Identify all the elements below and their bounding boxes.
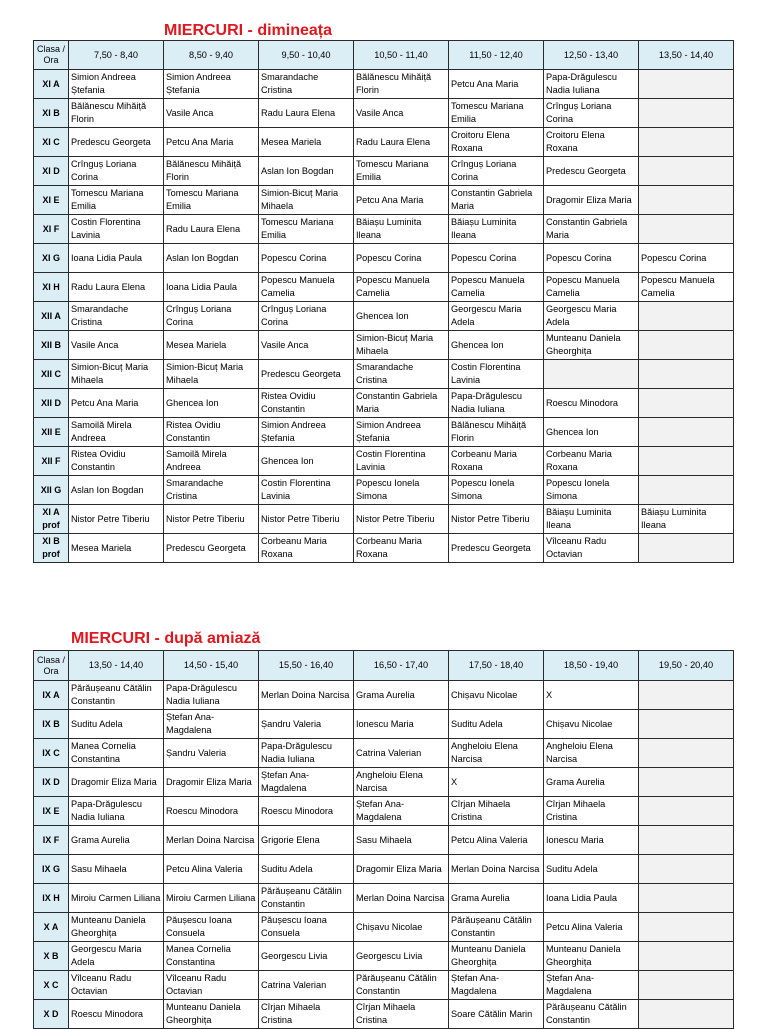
- time-slot-header: 7,50 - 8,40: [69, 41, 164, 70]
- schedule-cell: Vasile Anca: [354, 99, 449, 128]
- time-slot-header: 18,50 - 19,40: [544, 651, 639, 681]
- schedule-cell: Angheloiu Elena Narcisa: [449, 739, 544, 768]
- schedule-cell: Ioana Lidia Paula: [544, 884, 639, 913]
- table-row: [34, 389, 734, 418]
- schedule-cell: Tomescu Mariana Emilia: [69, 186, 164, 215]
- schedule-cell: Vîlceanu Radu Octavian: [544, 534, 639, 563]
- schedule-cell: Georgescu Maria Adela: [449, 302, 544, 331]
- class-label: XI C: [34, 128, 69, 157]
- schedule-cell: Simion Andreea Ștefania: [164, 70, 259, 99]
- table-row: [34, 971, 734, 1000]
- schedule-cell: Papa-Drăgulescu Nadia Iuliana: [259, 739, 354, 768]
- class-label: XII E: [34, 418, 69, 447]
- schedule-cell: Croitoru Elena Roxana: [449, 128, 544, 157]
- schedule-cell: Smarandache Cristina: [259, 70, 354, 99]
- class-label: X A: [34, 913, 69, 942]
- schedule-cell: Vasile Anca: [259, 331, 354, 360]
- schedule-cell: Roescu Minodora: [259, 797, 354, 826]
- schedule-cell: [639, 128, 734, 157]
- class-label: X C: [34, 971, 69, 1000]
- table-row: [34, 186, 734, 215]
- schedule-cell: Ștefan Ana-Magdalena: [544, 971, 639, 1000]
- time-slot-header: 12,50 - 13,40: [544, 41, 639, 70]
- schedule-cell: Vîlceanu Radu Octavian: [69, 971, 164, 1000]
- table-row: [34, 768, 734, 797]
- schedule-cell: Părăușeanu Cătălin Constantin: [449, 913, 544, 942]
- schedule-cell: Simion-Bicuț Maria Mihaela: [69, 360, 164, 389]
- class-label: XI G: [34, 244, 69, 273]
- schedule-cell: Manea Cornelia Constantina: [164, 942, 259, 971]
- schedule-cell: Papa-Drăgulescu Nadia Iuliana: [544, 70, 639, 99]
- schedule-cell: Simion-Bicuț Maria Mihaela: [259, 186, 354, 215]
- schedule-cell: Nistor Petre Tiberiu: [164, 505, 259, 534]
- schedule-cell: Petcu Ana Maria: [354, 186, 449, 215]
- schedule-cell: Popescu Manuela Camelia: [259, 273, 354, 302]
- table-row: [34, 273, 734, 302]
- schedule-cell: Munteanu Daniela Gheorghița: [544, 942, 639, 971]
- table-row: [34, 331, 734, 360]
- schedule-cell: Păușescu Ioana Consuela: [164, 913, 259, 942]
- table-row: [34, 913, 734, 942]
- schedule-cell: Soare Cătălin Marin: [449, 1000, 544, 1029]
- schedule-cell: Ghencea Ion: [544, 418, 639, 447]
- class-label: XI B prof: [34, 534, 69, 563]
- class-label: XII C: [34, 360, 69, 389]
- schedule-cell: Simion Andreea Ștefania: [69, 70, 164, 99]
- schedule-cell: Predescu Georgeta: [449, 534, 544, 563]
- schedule-cell: Popescu Manuela Camelia: [354, 273, 449, 302]
- schedule-cell: Croitoru Elena Roxana: [544, 128, 639, 157]
- schedule-cell: Crînguș Loriana Corina: [164, 302, 259, 331]
- schedule-cell: Miroiu Carmen Liliana: [164, 884, 259, 913]
- schedule-cell: Ștefan Ana-Magdalena: [449, 971, 544, 1000]
- schedule-cell: Tomescu Mariana Emilia: [449, 99, 544, 128]
- schedule-cell: X: [544, 681, 639, 710]
- table-row: [34, 476, 734, 505]
- schedule-cell: Roescu Minodora: [164, 797, 259, 826]
- schedule-cell: [639, 942, 734, 971]
- schedule-cell: [639, 157, 734, 186]
- time-slot-header: 13,50 - 14,40: [639, 41, 734, 70]
- afternoon-schedule-table: [33, 650, 734, 1029]
- schedule-cell: Crînguș Loriana Corina: [544, 99, 639, 128]
- schedule-cell: Aslan Ion Bogdan: [69, 476, 164, 505]
- schedule-cell: Simion-Bicuț Maria Mihaela: [164, 360, 259, 389]
- class-label: IX G: [34, 855, 69, 884]
- schedule-cell: Dragomir Eliza Maria: [69, 768, 164, 797]
- time-slot-header: 19,50 - 20,40: [639, 651, 734, 681]
- schedule-cell: Tomescu Mariana Emilia: [259, 215, 354, 244]
- schedule-cell: Ștefan Ana-Magdalena: [164, 710, 259, 739]
- schedule-cell: Dragomir Eliza Maria: [164, 768, 259, 797]
- schedule-cell: Munteanu Daniela Gheorghița: [164, 1000, 259, 1029]
- schedule-cell: Costin Florentina Lavinia: [354, 447, 449, 476]
- time-slot-header: 14,50 - 15,40: [164, 651, 259, 681]
- schedule-cell: Tomescu Mariana Emilia: [164, 186, 259, 215]
- schedule-cell: Ristea Ovidiu Constantin: [69, 447, 164, 476]
- schedule-cell: Costin Florentina Lavinia: [69, 215, 164, 244]
- schedule-cell: Costin Florentina Lavinia: [449, 360, 544, 389]
- class-label: XII F: [34, 447, 69, 476]
- schedule-cell: Mesea Mariela: [164, 331, 259, 360]
- schedule-cell: Roescu Minodora: [69, 1000, 164, 1029]
- schedule-cell: Grama Aurelia: [544, 768, 639, 797]
- schedule-cell: Petcu Alina Valeria: [164, 855, 259, 884]
- schedule-cell: Petcu Alina Valeria: [544, 913, 639, 942]
- schedule-cell: Băiașu Luminita Ileana: [544, 505, 639, 534]
- schedule-cell: [639, 70, 734, 99]
- schedule-cell: Sasu Mihaela: [354, 826, 449, 855]
- class-label: X D: [34, 1000, 69, 1029]
- table-row: [34, 855, 734, 884]
- class-label: XII B: [34, 331, 69, 360]
- schedule-cell: Predescu Georgeta: [164, 534, 259, 563]
- schedule-cell: Păușescu Ioana Consuela: [259, 913, 354, 942]
- schedule-cell: Smarandache Cristina: [164, 476, 259, 505]
- schedule-cell: [639, 884, 734, 913]
- corner-header: Clasa / Ora: [34, 651, 69, 681]
- schedule-cell: Radu Laura Elena: [69, 273, 164, 302]
- schedule-cell: Nistor Petre Tiberiu: [354, 505, 449, 534]
- schedule-cell: Băiașu Luminita Ileana: [354, 215, 449, 244]
- schedule-cell: Munteanu Daniela Gheorghița: [544, 331, 639, 360]
- schedule-cell: Predescu Georgeta: [544, 157, 639, 186]
- schedule-cell: X: [449, 768, 544, 797]
- schedule-cell: Georgescu Livia: [354, 942, 449, 971]
- schedule-cell: [639, 913, 734, 942]
- schedule-cell: Popescu Manuela Camelia: [544, 273, 639, 302]
- schedule-cell: Ionescu Maria: [544, 826, 639, 855]
- table-row: [34, 360, 734, 389]
- table-row: [34, 157, 734, 186]
- schedule-cell: Predescu Georgeta: [69, 128, 164, 157]
- schedule-cell: Vasile Anca: [69, 331, 164, 360]
- schedule-cell: Georgescu Maria Adela: [544, 302, 639, 331]
- schedule-cell: Catrina Valerian: [354, 739, 449, 768]
- table-row: [34, 99, 734, 128]
- schedule-cell: Chișavu Nicolae: [449, 681, 544, 710]
- table-row: [34, 505, 734, 534]
- schedule-cell: Popescu Corina: [639, 244, 734, 273]
- schedule-cell: [639, 186, 734, 215]
- time-slot-header: 16,50 - 17,40: [354, 651, 449, 681]
- schedule-cell: Chișavu Nicolae: [354, 913, 449, 942]
- schedule-cell: Popescu Corina: [544, 244, 639, 273]
- table-row: [34, 244, 734, 273]
- schedule-cell: Ghencea Ion: [259, 447, 354, 476]
- schedule-cell: Nistor Petre Tiberiu: [259, 505, 354, 534]
- schedule-cell: Papa-Drăgulescu Nadia Iuliana: [449, 389, 544, 418]
- table-row: [34, 534, 734, 563]
- schedule-cell: Mesea Mariela: [69, 534, 164, 563]
- table-row: [34, 447, 734, 476]
- morning-schedule-table: [33, 40, 734, 563]
- schedule-cell: Costin Florentina Lavinia: [259, 476, 354, 505]
- time-slot-header: 11,50 - 12,40: [449, 41, 544, 70]
- schedule-cell: Corbeanu Maria Roxana: [259, 534, 354, 563]
- time-slot-header: 9,50 - 10,40: [259, 41, 354, 70]
- header-row: [34, 651, 734, 681]
- class-label: IX E: [34, 797, 69, 826]
- schedule-cell: [639, 971, 734, 1000]
- schedule-cell: Părăușeanu Cătălin Constantin: [544, 1000, 639, 1029]
- schedule-cell: [639, 739, 734, 768]
- time-slot-header: 13,50 - 14,40: [69, 651, 164, 681]
- schedule-cell: Crînguș Loriana Corina: [449, 157, 544, 186]
- schedule-cell: Nistor Petre Tiberiu: [69, 505, 164, 534]
- schedule-cell: Radu Laura Elena: [354, 128, 449, 157]
- schedule-cell: Părăușeanu Cătălin Constantin: [354, 971, 449, 1000]
- schedule-cell: Grama Aurelia: [449, 884, 544, 913]
- schedule-cell: [639, 681, 734, 710]
- schedule-cell: Predescu Georgeta: [259, 360, 354, 389]
- schedule-cell: Părăușeanu Cătălin Constantin: [259, 884, 354, 913]
- schedule-cell: [544, 360, 639, 389]
- schedule-cell: Ristea Ovidiu Constantin: [164, 418, 259, 447]
- schedule-cell: Angheloiu Elena Narcisa: [354, 768, 449, 797]
- schedule-cell: Ștefan Ana-Magdalena: [354, 797, 449, 826]
- schedule-cell: Popescu Ionela Simona: [544, 476, 639, 505]
- schedule-cell: Simion Andreea Ștefania: [259, 418, 354, 447]
- schedule-cell: Bălănescu Mihăiță Florin: [354, 70, 449, 99]
- schedule-cell: Roescu Minodora: [544, 389, 639, 418]
- schedule-cell: Părăușeanu Cătălin Constantin: [69, 681, 164, 710]
- schedule-cell: [639, 360, 734, 389]
- schedule-cell: Bălănescu Mihăiță Florin: [69, 99, 164, 128]
- schedule-cell: Băiașu Luminita Ileana: [449, 215, 544, 244]
- schedule-cell: Papa-Drăgulescu Nadia Iuliana: [164, 681, 259, 710]
- class-label: XI F: [34, 215, 69, 244]
- time-slot-header: 17,50 - 18,40: [449, 651, 544, 681]
- schedule-cell: [639, 826, 734, 855]
- schedule-cell: [639, 99, 734, 128]
- schedule-cell: Suditu Adela: [544, 855, 639, 884]
- schedule-cell: Vîlceanu Radu Octavian: [164, 971, 259, 1000]
- schedule-cell: [639, 855, 734, 884]
- schedule-cell: Ghencea Ion: [164, 389, 259, 418]
- schedule-cell: Tomescu Mariana Emilia: [354, 157, 449, 186]
- schedule-cell: Ioana Lidia Paula: [164, 273, 259, 302]
- table-row: [34, 710, 734, 739]
- table-row: [34, 739, 734, 768]
- schedule-cell: Cîrjan Mihaela Cristina: [544, 797, 639, 826]
- time-slot-header: 8,50 - 9,40: [164, 41, 259, 70]
- schedule-cell: Cîrjan Mihaela Cristina: [259, 1000, 354, 1029]
- schedule-cell: [639, 215, 734, 244]
- table-row: [34, 1000, 734, 1029]
- schedule-cell: Suditu Adela: [259, 855, 354, 884]
- schedule-cell: Șandru Valeria: [164, 739, 259, 768]
- schedule-cell: Papa-Drăgulescu Nadia Iuliana: [69, 797, 164, 826]
- schedule-cell: Ionescu Maria: [354, 710, 449, 739]
- header-row: [34, 41, 734, 70]
- schedule-cell: Suditu Adela: [449, 710, 544, 739]
- class-label: XII A: [34, 302, 69, 331]
- schedule-cell: Merlan Doina Narcisa: [164, 826, 259, 855]
- schedule-cell: Ștefan Ana-Magdalena: [259, 768, 354, 797]
- schedule-cell: Smarandache Cristina: [69, 302, 164, 331]
- schedule-cell: Samoilă Mirela Andreea: [69, 418, 164, 447]
- schedule-cell: Ghencea Ion: [354, 302, 449, 331]
- class-label: IX C: [34, 739, 69, 768]
- time-slot-header: 15,50 - 16,40: [259, 651, 354, 681]
- schedule-cell: Merlan Doina Narcisa: [259, 681, 354, 710]
- class-label: IX A: [34, 681, 69, 710]
- schedule-cell: [639, 534, 734, 563]
- table-row: [34, 302, 734, 331]
- schedule-cell: Bălănescu Mihăiță Florin: [449, 418, 544, 447]
- class-label: XII G: [34, 476, 69, 505]
- schedule-cell: Popescu Corina: [449, 244, 544, 273]
- schedule-cell: Mesea Mariela: [259, 128, 354, 157]
- class-label: XI A prof: [34, 505, 69, 534]
- schedule-cell: Crînguș Loriana Corina: [259, 302, 354, 331]
- schedule-cell: Popescu Manuela Camelia: [449, 273, 544, 302]
- schedule-cell: Popescu Ionela Simona: [354, 476, 449, 505]
- schedule-cell: Merlan Doina Narcisa: [354, 884, 449, 913]
- class-label: XII D: [34, 389, 69, 418]
- class-label: X B: [34, 942, 69, 971]
- schedule-cell: Corbeanu Maria Roxana: [544, 447, 639, 476]
- schedule-cell: Radu Laura Elena: [164, 215, 259, 244]
- schedule-cell: Corbeanu Maria Roxana: [354, 534, 449, 563]
- schedule-cell: Radu Laura Elena: [259, 99, 354, 128]
- schedule-cell: [639, 389, 734, 418]
- schedule-cell: Grama Aurelia: [69, 826, 164, 855]
- schedule-cell: Suditu Adela: [69, 710, 164, 739]
- schedule-cell: Miroiu Carmen Liliana: [69, 884, 164, 913]
- schedule-cell: Sasu Mihaela: [69, 855, 164, 884]
- class-label: IX D: [34, 768, 69, 797]
- schedule-cell: Petcu Ana Maria: [449, 70, 544, 99]
- schedule-cell: Simion-Bicuț Maria Mihaela: [354, 331, 449, 360]
- schedule-cell: Cîrjan Mihaela Cristina: [449, 797, 544, 826]
- table-row: [34, 681, 734, 710]
- schedule-cell: Crînguș Loriana Corina: [69, 157, 164, 186]
- schedule-cell: Popescu Corina: [259, 244, 354, 273]
- schedule-cell: Smarandache Cristina: [354, 360, 449, 389]
- schedule-cell: Aslan Ion Bogdan: [164, 244, 259, 273]
- schedule-cell: Ristea Ovidiu Constantin: [259, 389, 354, 418]
- schedule-cell: [639, 1000, 734, 1029]
- schedule-cell: Constantin Gabriela Maria: [449, 186, 544, 215]
- schedule-cell: [639, 476, 734, 505]
- schedule-cell: Georgescu Maria Adela: [69, 942, 164, 971]
- schedule-cell: Chișavu Nicolae: [544, 710, 639, 739]
- schedule-cell: Angheloiu Elena Narcisa: [544, 739, 639, 768]
- table-row: [34, 215, 734, 244]
- class-label: XI E: [34, 186, 69, 215]
- class-label: IX H: [34, 884, 69, 913]
- schedule-cell: Vasile Anca: [164, 99, 259, 128]
- schedule-cell: Munteanu Daniela Gheorghița: [449, 942, 544, 971]
- table-row: [34, 70, 734, 99]
- schedule-cell: Ioana Lidia Paula: [69, 244, 164, 273]
- class-label: XI H: [34, 273, 69, 302]
- schedule-cell: Ghencea Ion: [449, 331, 544, 360]
- schedule-cell: Constantin Gabriela Maria: [544, 215, 639, 244]
- schedule-cell: Băiașu Luminita Ileana: [639, 505, 734, 534]
- schedule-cell: Popescu Corina: [354, 244, 449, 273]
- schedule-cell: Samoilă Mirela Andreea: [164, 447, 259, 476]
- schedule-cell: Catrina Valerian: [259, 971, 354, 1000]
- afternoon-title: MIERCURI - după amiază: [71, 630, 261, 647]
- table-row: [34, 884, 734, 913]
- schedule-cell: [639, 302, 734, 331]
- schedule-cell: Popescu Manuela Camelia: [639, 273, 734, 302]
- schedule-cell: Petcu Alina Valeria: [449, 826, 544, 855]
- schedule-cell: Cîrjan Mihaela Cristina: [354, 1000, 449, 1029]
- schedule-cell: Petcu Ana Maria: [69, 389, 164, 418]
- schedule-cell: Merlan Doina Narcisa: [449, 855, 544, 884]
- schedule-cell: Dragomir Eliza Maria: [354, 855, 449, 884]
- schedule-cell: Grigorie Elena: [259, 826, 354, 855]
- schedule-cell: [639, 797, 734, 826]
- schedule-cell: Manea Cornelia Constantina: [69, 739, 164, 768]
- schedule-cell: Popescu Ionela Simona: [449, 476, 544, 505]
- table-row: [34, 128, 734, 157]
- schedule-cell: Munteanu Daniela Gheorghița: [69, 913, 164, 942]
- schedule-cell: Constantin Gabriela Maria: [354, 389, 449, 418]
- table-row: [34, 418, 734, 447]
- schedule-cell: Grama Aurelia: [354, 681, 449, 710]
- class-label: XI B: [34, 99, 69, 128]
- corner-header: Clasa / Ora: [34, 41, 69, 70]
- class-label: IX B: [34, 710, 69, 739]
- schedule-cell: Petcu Ana Maria: [164, 128, 259, 157]
- schedule-cell: Georgescu Livia: [259, 942, 354, 971]
- schedule-cell: [639, 331, 734, 360]
- schedule-cell: [639, 710, 734, 739]
- schedule-cell: Aslan Ion Bogdan: [259, 157, 354, 186]
- class-label: XI A: [34, 70, 69, 99]
- table-row: [34, 826, 734, 855]
- morning-title: MIERCURI - dimineața: [164, 22, 333, 39]
- class-label: IX F: [34, 826, 69, 855]
- schedule-cell: Corbeanu Maria Roxana: [449, 447, 544, 476]
- schedule-cell: Bălănescu Mihăiță Florin: [164, 157, 259, 186]
- class-label: XI D: [34, 157, 69, 186]
- schedule-cell: [639, 418, 734, 447]
- schedule-cell: [639, 447, 734, 476]
- table-row: [34, 942, 734, 971]
- schedule-cell: Dragomir Eliza Maria: [544, 186, 639, 215]
- schedule-cell: Nistor Petre Tiberiu: [449, 505, 544, 534]
- time-slot-header: 10,50 - 11,40: [354, 41, 449, 70]
- schedule-cell: Șandru Valeria: [259, 710, 354, 739]
- table-row: [34, 797, 734, 826]
- schedule-cell: [639, 768, 734, 797]
- schedule-cell: Simion Andreea Ștefania: [354, 418, 449, 447]
